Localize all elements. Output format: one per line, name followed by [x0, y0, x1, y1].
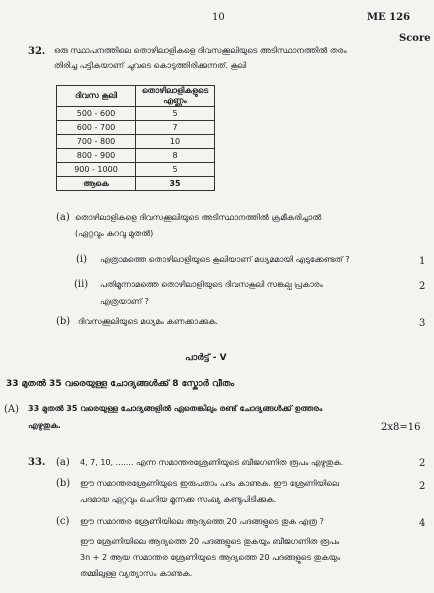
q33-c-line3: 3n + 2 ആയ സമാന്തര ശ്രേണിയുടെ ആദ്യത്തെ 20 പദങ്ങളുടെ തുകയും: [80, 553, 341, 562]
table-cell: 900 - 1000: [57, 163, 136, 177]
table-cell: 7: [136, 121, 215, 135]
q33-b-mark: 2: [419, 481, 426, 492]
part-a-line2: എഴുതുക.: [28, 421, 61, 430]
q32-a-ii-mark: 2: [419, 281, 426, 292]
part-a-label: (A): [4, 404, 20, 415]
table-total-row: [57, 177, 215, 191]
q33-a-mark: 2: [419, 458, 426, 469]
table-cell: 600 - 700: [57, 121, 136, 135]
question-number-33: 33.: [28, 457, 46, 468]
table-total-value: 35: [136, 177, 215, 191]
q33-a-text: 4, 7, 10, ....... എന്ന സമാന്തരശ്രേണിയുടെ ബീജഗണിത രൂപം എഴുതുക.: [80, 458, 344, 467]
q33-a-label: (a): [56, 457, 70, 468]
table-cell: 500 - 600: [57, 107, 136, 121]
q32-a-i-mark: 1: [419, 256, 426, 267]
paper-code: ME 126: [367, 12, 411, 23]
q33-b-line1: ഈ സമാന്തരശ്രേണിയുടെ ഇരുപതാം പദം കാണുക. ഈ ശ്രേണിയിലെ: [80, 479, 339, 488]
q33-b-label: (b): [56, 478, 71, 489]
table-header-workers: തൊഴിലാളികളുടെ എണ്ണം: [136, 86, 215, 107]
q32-a-ii-line1: പതിമൂന്നാമത്തെ തൊഴിലാളിയുടെ ദിവസകൂലി സങ്കല്പ പ്രകാരം: [100, 280, 323, 289]
table-cell: 5: [136, 107, 215, 121]
table-row: [57, 135, 215, 149]
q32-intro-line2: തിരിച്ച പട്ടികയാണ് ചുവടെ കൊടുത്തിരിക്കുന്നത്. കൂലി: [54, 61, 247, 70]
q32-b-mark: 3: [419, 318, 426, 329]
q32-b-text: ദിവസക്കൂലിയുടെ മധ്യമം കണക്കാക്കുക.: [78, 317, 218, 326]
q32-a-line2: (ഏറ്റവും കുറവു മുതൽ): [75, 229, 154, 238]
q32-a-ii-label: (ii): [74, 279, 89, 290]
q33-c-line4: തമ്മിലുള്ള വ്യത്യാസം കാണുക.: [80, 569, 193, 578]
wage-table: [56, 85, 215, 191]
table-cell: 700 - 800: [57, 135, 136, 149]
q32-a-label: (a): [56, 212, 70, 223]
q33-b-line2: പദമായ ഏറ്റവും ചെറിയ മൂന്നക്ക സംഖ്യ കണ്ടുപിടിക്കുക.: [80, 495, 277, 504]
table-cell: 5: [136, 163, 215, 177]
table-header-row: [57, 86, 215, 107]
page-number: 10: [212, 12, 225, 23]
q32-a-line1: തൊഴിലാളികളെ ദിവസക്കൂലിയുടെ അടിസ്ഥാനത്തിൽ ക്രമീകരിച്ചാൽ: [75, 213, 322, 222]
q33-c-line2: ഈ ശ്രേണിയിലെ ആദ്യത്തെ 20 പദങ്ങളുടെ തുകയും ബീജഗണിത രൂപം: [80, 537, 340, 546]
q33-c-label: (c): [56, 516, 70, 527]
part-title: പാർട്ട് - V: [185, 353, 227, 363]
part-a-marks: 2x8=16: [381, 422, 421, 433]
q32-a-ii-line2: എത്രയാണ് ?: [100, 297, 149, 306]
table-row: [57, 121, 215, 135]
table-cell: 8: [136, 149, 215, 163]
table-cell: 800 - 900: [57, 149, 136, 163]
part-heading: 33 മുതൽ 35 വരെയുള്ള ചോദ്യങ്ങൾക്ക് 8 സ്കോർ വീതം: [6, 379, 235, 389]
q33-c-line1: ഈ സമാന്തര ശ്രേണിയിലെ ആദ്യത്തെ 20 പദങ്ങളുടെ തുക എത്ര ?: [80, 517, 324, 526]
q32-intro-line1: ഒരു സ്ഥാപനത്തിലെ തൊഴിലാളികളെ ദിവസക്കൂലിയുടെ അടിസ്ഥാനത്തിൽ തരം: [54, 46, 347, 55]
q32-a-i-text: എത്രാമത്തെ തൊഴിലാളിയുടെ കൂലിയാണ് മധ്യമമായി എടുക്കേണ്ടത് ?: [100, 255, 350, 264]
table-cell: 10: [136, 135, 215, 149]
q33-c-mark: 4: [419, 518, 426, 529]
q32-b-label: (b): [56, 316, 71, 327]
table-header-wage: ദിവസ കൂലി: [57, 86, 136, 107]
table-total-label: ആകെ: [57, 177, 136, 191]
table-row: [57, 107, 215, 121]
part-a-line1: 33 മുതൽ 35 വരെയുള്ള ചോദ്യങ്ങളിൽ ഏതെങ്കിലും രണ്ട് ചോദ്യങ്ങൾക്ക് ഉത്തരം: [28, 404, 323, 413]
table-row: [57, 149, 215, 163]
table-row: [57, 163, 215, 177]
score-label: Score: [399, 33, 431, 44]
question-number-32: 32.: [28, 46, 46, 57]
q32-a-i-label: (i): [76, 254, 88, 265]
